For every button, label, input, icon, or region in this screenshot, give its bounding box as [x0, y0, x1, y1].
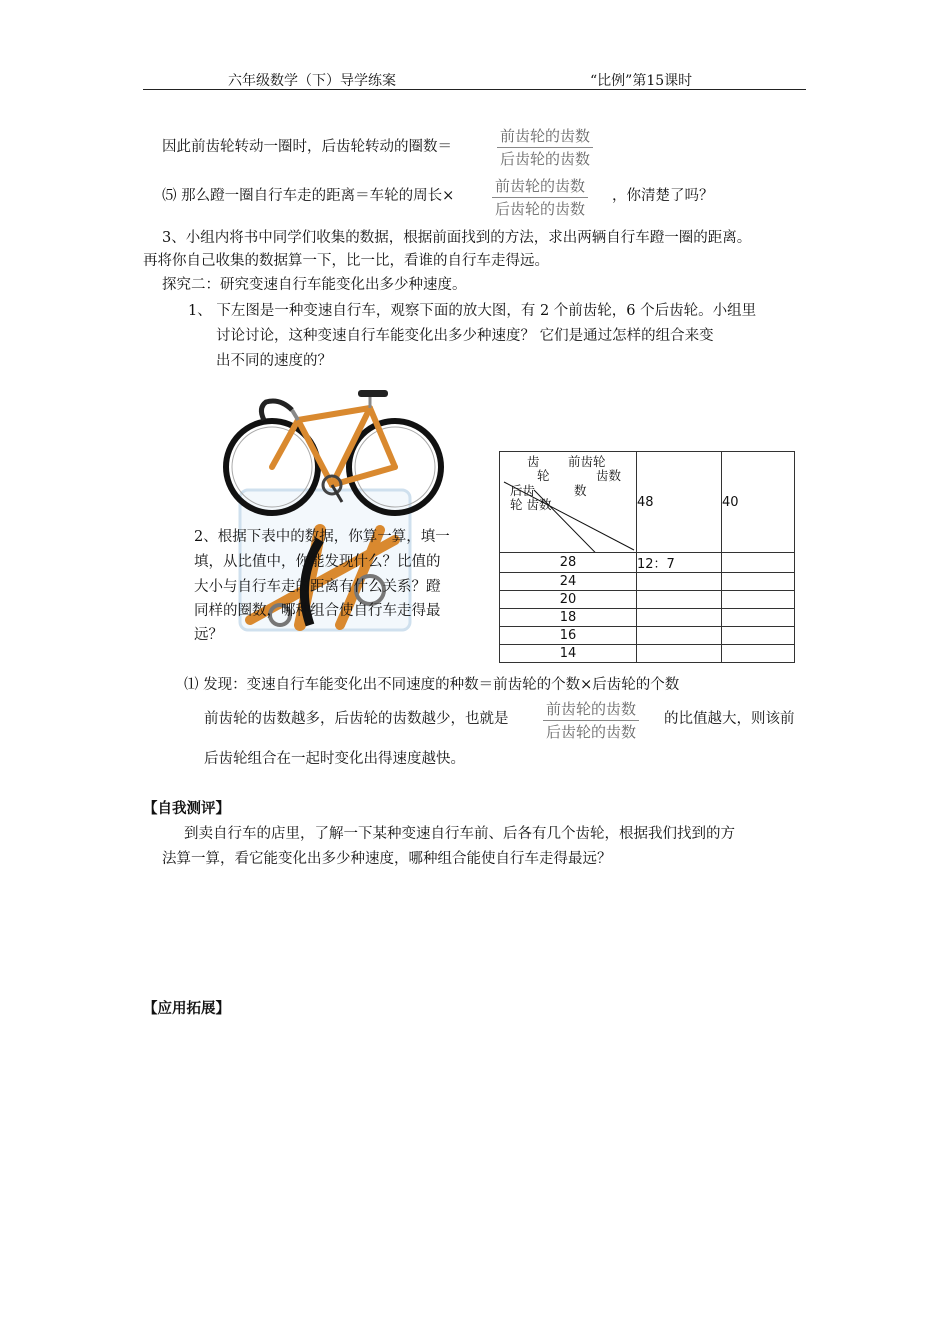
section-title-extension: 【应用拓展】 [143, 1001, 230, 1017]
header-right: “比例”第15课时 [590, 73, 693, 89]
ratio-48-cell[interactable]: 12：7 [637, 553, 722, 573]
fraction-numerator: 前齿轮的齿数 [492, 177, 588, 198]
header-label-chi: 齿 [527, 454, 540, 469]
table-row [500, 645, 795, 663]
ratio-40-cell[interactable] [722, 645, 795, 663]
ratio-40-cell[interactable] [722, 553, 795, 573]
text-item1-line2: 讨论讨论，这种变速自行车能变化出多少种速度？ 它们是通过怎样的组合来变 [216, 328, 714, 344]
ratio-40-cell[interactable] [722, 591, 795, 609]
text-item2-line3: 大小与自行车走的距离有什么关系？蹬 [194, 579, 441, 595]
header-label-back2: 轮 齿数 [510, 497, 552, 512]
seat [358, 390, 388, 397]
fraction-numerator: 前齿轮的齿数 [497, 127, 593, 148]
rear-gear-cell: 28 [500, 553, 637, 573]
ratio-48-cell[interactable] [637, 573, 722, 591]
table-row [500, 553, 795, 573]
header-label-back: 后齿 [510, 483, 536, 498]
text-gear-turns: 因此前齿轮转动一圈时，后齿轮转动的圈数＝ [162, 139, 452, 155]
text-finding-2: 前齿轮的齿数越多，后齿轮的齿数越少，也就是 [204, 711, 509, 727]
text-finding-1: ⑴ 发现：变速自行车能变化出不同速度的种数＝前齿轮的个数×后齿轮的个数 [184, 677, 680, 693]
fraction-numerator: 前齿轮的齿数 [543, 700, 639, 721]
header-label-front: 前齿轮 [568, 454, 606, 469]
gear-ratio-table [499, 451, 795, 663]
text-distance-formula: ⑸ 那么蹬一圈自行车走的距离＝车轮的周长× [162, 188, 455, 204]
ratio-48-cell[interactable] [637, 609, 722, 627]
text-task3-line1: 3、小组内将书中同学们收集的数据，根据前面找到的方法，求出两辆自行车蹬一圈的距离。 [162, 230, 752, 246]
ratio-40-cell[interactable] [722, 573, 795, 591]
text-self-test-line2: 法算一算，看它能变化出多少种速度，哪种组合能使自行车走得最远？ [162, 851, 612, 867]
table-row [500, 609, 795, 627]
text-item2-line4: 同样的圈数，哪种组合使自行车走得最 [194, 603, 441, 619]
fraction-denominator: 后齿轮的齿数 [546, 723, 637, 741]
text-explore-two: 探究二：研究变速自行车能变化出多少种速度。 [162, 277, 467, 293]
fraction-gear-ratio-2 [492, 177, 588, 218]
header-label-teeth: 齿数 [596, 468, 622, 483]
front-gear-40: 40 [722, 452, 795, 553]
front-gear-48: 48 [637, 452, 722, 553]
fraction-denominator: 后齿轮的齿数 [500, 150, 591, 168]
fraction-gear-ratio-3 [543, 700, 639, 741]
table-row [500, 573, 795, 591]
text-item2-line1: 2、根据下表中的数据，你算一算，填一 [194, 529, 450, 545]
rear-gear-cell: 18 [500, 609, 637, 627]
header-rule [143, 89, 806, 90]
ratio-40-cell[interactable] [722, 627, 795, 645]
bicycle-frame [272, 408, 395, 485]
fraction-denominator: 后齿轮的齿数 [495, 200, 586, 218]
ratio-48-cell[interactable] [637, 645, 722, 663]
rear-gear-cell: 14 [500, 645, 637, 663]
text-item1-line3: 出不同的速度的？ [216, 353, 332, 369]
table-row [500, 627, 795, 645]
text-finding-3: 后齿轮组合在一起时变化出得速度越快。 [204, 751, 465, 767]
table-row [500, 591, 795, 609]
text-item2-line2: 填，从比值中，你能发现什么？比值的 [194, 554, 441, 570]
diagonal-header-cell [500, 452, 637, 553]
handlebar [261, 401, 292, 420]
text-clear-question: ，你清楚了吗？ [612, 188, 714, 204]
text-task3-line2: 再将你自己收集的数据算一下，比一比，看谁的自行车走得远。 [143, 253, 549, 269]
fraction-gear-ratio-1 [497, 127, 593, 168]
text-self-test-line1: 到卖自行车的店里，了解一下某种变速自行车前、后各有几个齿轮，根据我们找到的方 [184, 826, 735, 842]
rear-gear-cell: 16 [500, 627, 637, 645]
ratio-48-cell[interactable] [637, 627, 722, 645]
header-label-shu: 数 [574, 483, 587, 498]
ratio-40-cell[interactable] [722, 609, 795, 627]
text-finding-2b: 的比值越大，则该前 [664, 711, 795, 727]
text-item1-line1: 1、 下左图是一种变速自行车，观察下面的放大图，有 2 个前齿轮，6 个后齿轮。小组里 [188, 303, 757, 319]
rear-gear-cell: 24 [500, 573, 637, 591]
ratio-48-cell[interactable] [637, 591, 722, 609]
table-header-row [500, 452, 795, 553]
header-label-lun: 轮 [537, 468, 550, 483]
text-item2-line5: 远？ [194, 627, 223, 643]
header-left: 六年级数学（下）导学练案 [228, 73, 396, 89]
rear-gear-cell: 20 [500, 591, 637, 609]
section-title-self-test: 【自我测评】 [143, 801, 230, 817]
